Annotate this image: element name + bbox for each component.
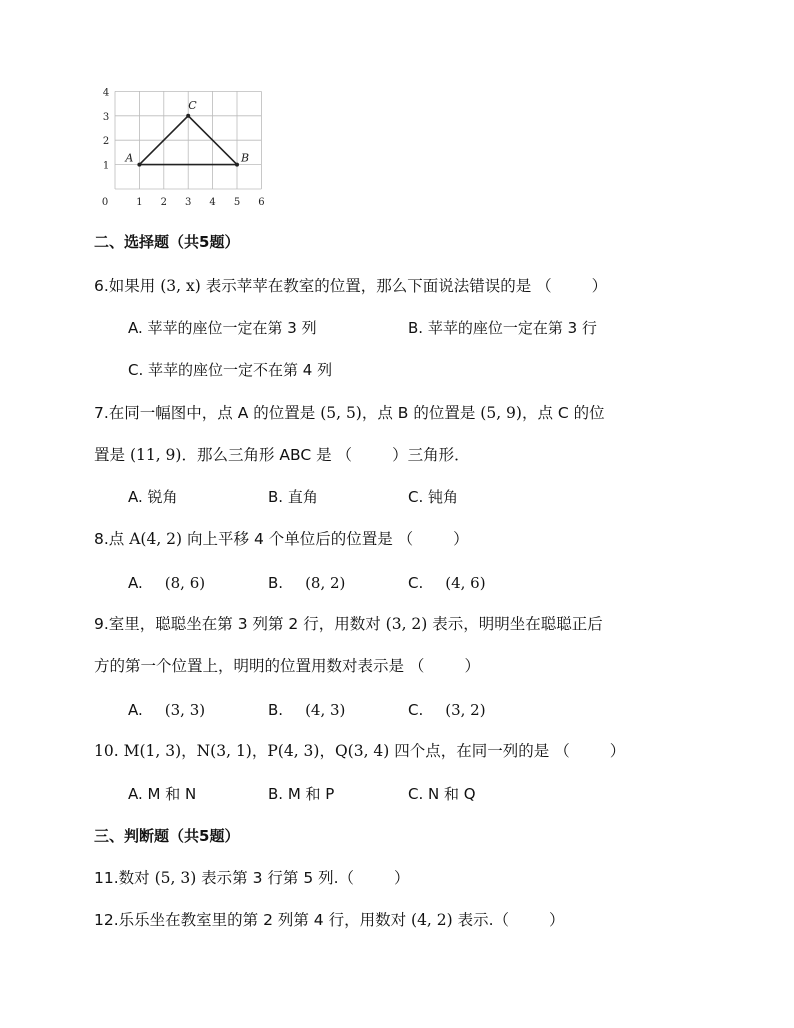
q7-line2-close: ）三角形． [392,446,470,464]
q10-option-a[interactable]: A. M 和 N [128,785,197,803]
q8-option-b-label: B. [268,574,284,592]
question-7-line-1 [94,403,605,423]
y-tick-label: 0 [101,197,109,208]
point-a-label: A [125,151,134,165]
q11-close: ） [394,869,410,887]
q10-close: ） [609,742,626,760]
q7-point-a: (5, 5) [320,404,362,422]
q11-text-pre: 11.数对 [94,869,155,887]
x-tick-label: 6 [258,197,265,208]
q8-option-b[interactable] [268,573,345,593]
point-a-dot [137,163,141,167]
q8-option-c-label: C. [408,574,424,592]
q7-point-c: (11, 9) [129,446,182,464]
question-11 [94,868,410,888]
q9-option-c[interactable] [408,700,486,720]
q7-line2-post: ．那么三角形 ABC 是 （ [181,446,353,464]
question-6 [94,276,607,296]
x-tick-label: 5 [233,197,241,208]
question-8 [94,529,469,549]
q6-text-pre: 6.如果用 [94,277,161,295]
q7-line2-pre: 置是 [94,446,130,464]
q12-text-post: 表示.（ [452,911,510,929]
q9-line2-close: ） [464,657,480,675]
question-12 [94,910,565,930]
q7-point-b: (5, 9) [480,404,522,422]
question-7-line-2 [94,445,470,465]
q10-points: 10. M(1, 3)，N(3, 1)，P(4, 3)，Q(3, 4) [94,742,390,760]
point-b-label: B [241,151,250,165]
y-tick-label: 3 [102,111,110,123]
q8-close: ） [453,530,469,548]
question-10 [94,741,625,761]
q7-option-a[interactable]: A. 锐角 [128,488,178,506]
q6-pair: (3, x) [160,277,201,295]
q8-point: A(4, 2) [129,530,183,548]
q9-option-c-label: C. [408,701,424,719]
grid-tick-labels [102,87,265,208]
q9-line2-text: 方的第一个位置上，明明的位置用数对表示是 （ [94,657,425,675]
q11-text-post: 表示第 3 行第 5 列.（ [196,869,355,887]
q8-text-pre: 8.点 [94,530,130,548]
q8-option-a-label: A. [128,574,143,592]
q7-text-mid: ，点 B 的位置是 [361,404,481,422]
q10-text-post: 四个点，在同一列的是 （ [389,742,570,760]
q6-option-c[interactable]: C. 苹苹的座位一定不在第 4 列 [128,361,333,379]
q7-text-post: ，点 C 的位 [521,404,605,422]
q9-option-b-label: B. [268,701,284,719]
x-tick-label: 4 [209,197,216,208]
question-9-line-2 [94,656,480,676]
q6-option-a[interactable]: A. 苹苹的座位一定在第 3 列 [128,319,317,337]
q9-option-b[interactable] [268,700,345,720]
q6-option-b[interactable]: B. 苹苹的座位一定在第 3 行 [408,319,597,337]
point-b-dot [235,163,239,167]
q10-option-b[interactable]: B. M 和 P [268,785,335,803]
q11-pair: (5, 3) [154,869,197,887]
q8-option-c[interactable] [408,573,486,593]
q10-option-c[interactable]: C. N 和 Q [408,785,476,803]
q12-pair: (4, 2) [411,911,453,929]
q7-text-pre: 7.在同一幅图中，点 A 的位置是 [94,404,321,422]
x-tick-label: 2 [160,197,167,208]
q9-option-a-value: (3, 3) [164,701,206,719]
point-c-label: C [188,98,197,112]
q9-option-a-label: A. [128,701,143,719]
q9-text-post: 表示，明明坐在聪聪正后 [427,615,603,633]
q8-option-a-value: (8, 6) [164,574,206,592]
q9-option-b-value: (4, 3) [305,701,346,719]
q9-option-a[interactable] [128,700,205,720]
q9-text-pre: 9.室里，聪聪坐在第 3 列第 2 行，用数对 [94,615,386,633]
section-3-title: 三、判断题（共5题） [94,827,240,845]
q7-option-b[interactable]: B. 直角 [268,488,318,506]
q8-option-a[interactable] [128,573,205,593]
q12-text-pre: 12.乐乐坐在教室里的第 2 列第 4 行，用数对 [94,911,412,929]
q7-option-c[interactable]: C. 钝角 [408,488,459,506]
question-9-line-1 [94,614,603,634]
section-2-title: 二、选择题（共5题） [94,233,240,251]
triangle-points [124,99,249,167]
x-tick-label: 3 [185,197,192,208]
q8-option-b-value: (8, 2) [305,574,346,592]
q12-close: ） [549,911,565,929]
q6-close: ） [591,277,608,295]
q9-pair: (3, 2) [385,615,428,633]
q8-option-c-value: (4, 6) [445,574,486,592]
coordinate-grid-figure [96,84,271,209]
q9-option-c-value: (3, 2) [445,701,486,719]
y-tick-label: 1 [102,160,110,172]
q6-text-post: 表示苹苹在教室的位置，那么下面说法错误的是 （ [200,277,552,295]
x-tick-label: 1 [136,197,143,208]
y-tick-label: 4 [102,87,110,99]
point-c-dot [186,114,190,118]
q8-text-post: 向上平移 4 个单位后的位置是 （ [182,530,414,548]
y-tick-label: 2 [102,136,110,148]
